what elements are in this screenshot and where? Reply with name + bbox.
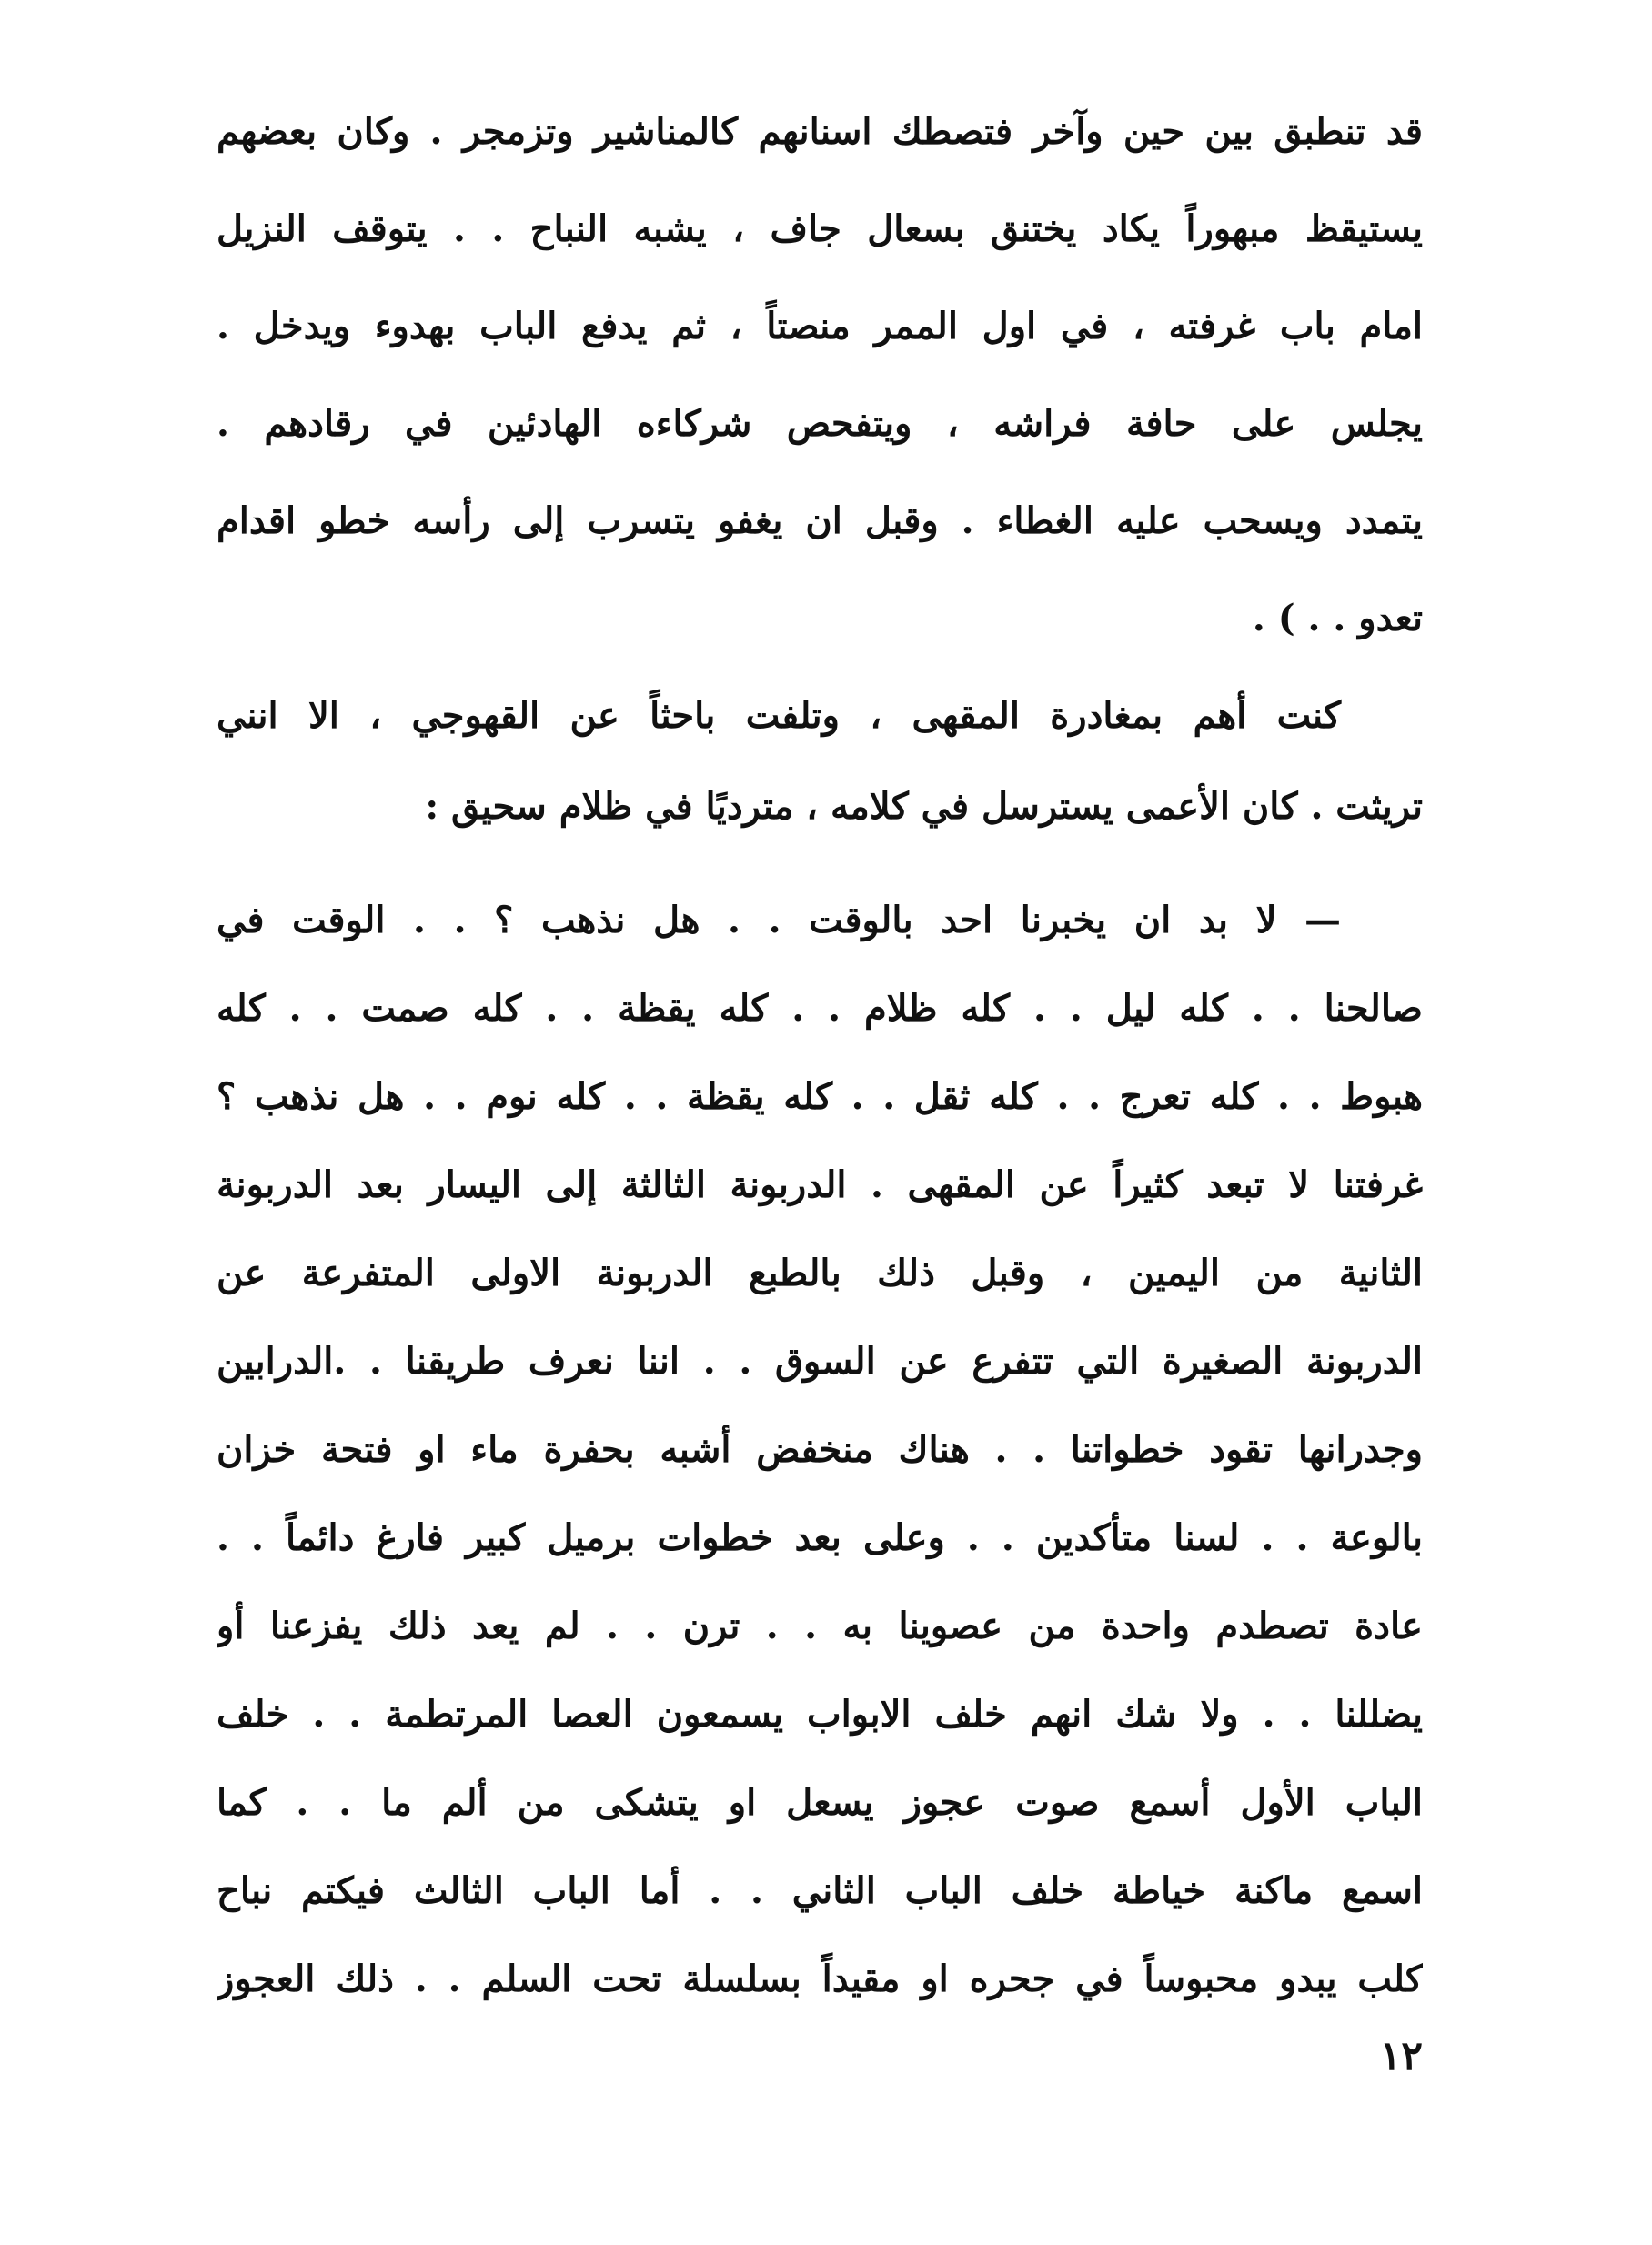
text-line: بالوعة . . لسنا متأكدين . . وعلى بعد خطوات برميل كبير فارغ دائماً . . (217, 1516, 1423, 1559)
text-line: قد تنطبق بين حين وآخر فتصطك اسنانهم كالمناشير وتزمجر . وكان بعضهم (217, 110, 1423, 153)
text-line: اسمع ماكنة خياطة خلف الباب الثاني . . أما الباب الثالث فيكتم نباح (217, 1869, 1423, 1912)
text-line: الباب الأول أسمع صوت عجوز يسعل او يتشكى من ألم ما . . كما (217, 1781, 1423, 1824)
text-line: كنت أهم بمغادرة المقهى ، وتلفت باحثاً عن القهوجي ، الا انني (217, 694, 1341, 737)
text-line: امام باب غرفته ، في اول الممر منصتاً ، ثم يدفع الباب بهدوء ويدخل . (217, 305, 1423, 347)
text-line: عادة تصطدم واحدة من عصوينا به . . ترن . . لم يعد ذلك يفزعنا أو (217, 1605, 1423, 1647)
text-line: يجلس على حافة فراشه ، ويتفحص شركاءه الهادئين في رقادهم . (217, 402, 1423, 445)
text-line: يستيقظ مبهوراً يكاد يختنق بسعال جاف ، يشبه النباح . . يتوقف النزيل (217, 207, 1423, 250)
text-line: الثانية من اليمين ، وقبل ذلك بالطبع الدربونة الاولى المتفرعة عن (217, 1252, 1423, 1294)
text-line: وجدرانها تقود خطواتنا . . هناك منخفض أشبه بحفرة ماء او فتحة خزان (217, 1428, 1423, 1471)
text-line: يتمدد ويسحب عليه الغطاء . وقبل ان يغفو يتسرب إلى رأسه خطو اقدام (217, 499, 1423, 542)
text-line: تريثت . كان الأعمى يسترسل في كلامه ، مترديًا في ظلام سحيق : (425, 785, 1423, 828)
text-line: — لا بد ان يخبرنا احد بالوقت . . هل نذهب ؟ . . الوقت في (217, 899, 1342, 941)
text-line: هبوط . . كله تعرج . . كله ثقل . . كله يقظة . . كله نوم . . هل نذهب ؟ (217, 1075, 1423, 1118)
text-line: الدربونة الصغيرة التي تتفرع عن السوق . . اننا نعرف طريقنا . .الدرابين (217, 1340, 1423, 1383)
text-line: غرفتنا لا تبعد كثيراً عن المقهى . الدربونة الثالثة إلى اليسار بعد الدربونة (217, 1163, 1423, 1206)
text-line: كلب يبدو محبوساً في جحره او مقيداً بسلسلة تحت السلم . . ذلك العجوز (217, 1958, 1423, 2000)
text-line: صالحنا . . كله ليل . . كله ظلام . . كله يقظة . . كله صمت . . كله (217, 987, 1423, 1030)
text-line: يضللنا . . ولا شك انهم خلف الابواب يسمعون العصا المرتطمة . . خلف (217, 1693, 1423, 1736)
text-line: تعدو . . ) . (1252, 597, 1423, 639)
page-number: ١٢ (1379, 2033, 1423, 2079)
